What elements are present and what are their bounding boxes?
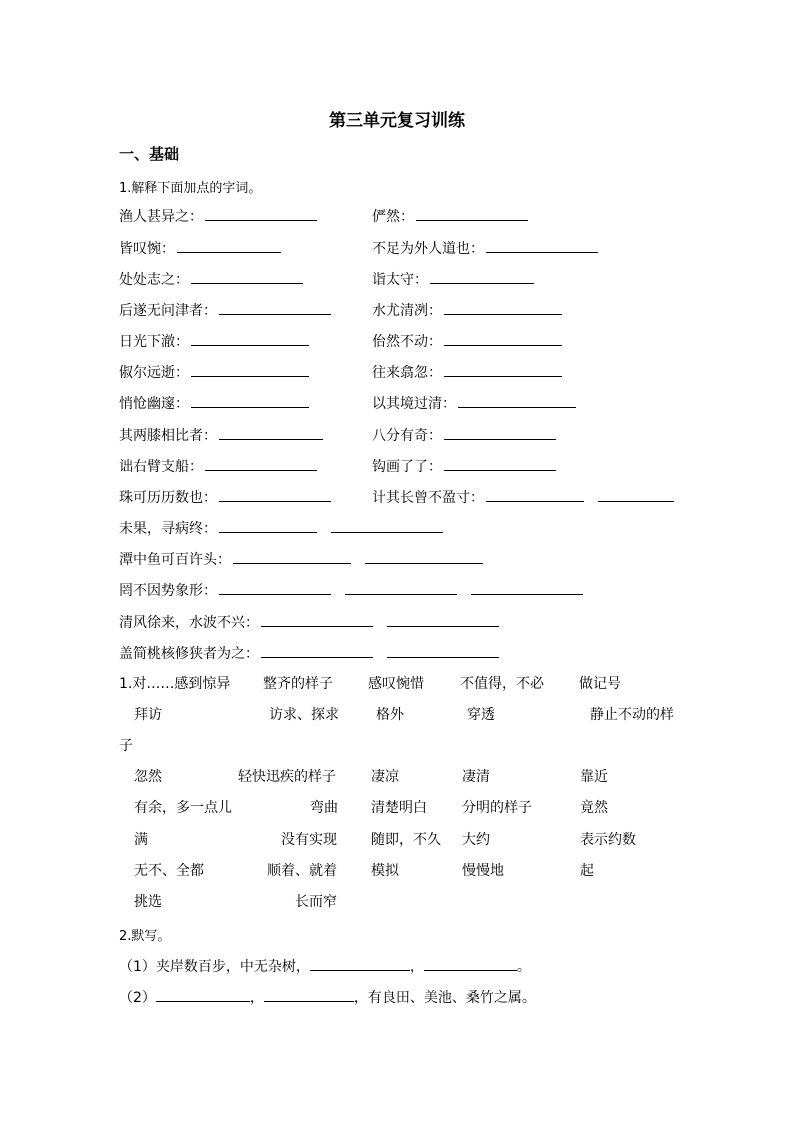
answer-blank[interactable] xyxy=(219,517,317,533)
dictation-2-prefix: （2） xyxy=(119,990,156,1006)
vocab-prompt: 不足为外人道也： xyxy=(372,241,484,257)
dictation-blank[interactable] xyxy=(310,955,410,971)
answer-key-item: 不值得，不必 xyxy=(460,676,544,692)
answer-key-item: 凄清 xyxy=(462,769,490,785)
answer-key-item: 1.对……感到惊异 xyxy=(119,676,231,692)
vocab-prompt: 诣太守： xyxy=(372,272,428,288)
dictation-1-end: 。 xyxy=(516,959,531,975)
vocab-item xyxy=(119,392,309,415)
vocab-prompt: 诎右臂支船： xyxy=(119,459,203,475)
answer-key-item: 慢慢地 xyxy=(462,863,504,879)
answer-key-item: 起 xyxy=(580,863,594,879)
answer-blank[interactable] xyxy=(233,548,351,564)
answer-blank[interactable] xyxy=(191,330,309,346)
answer-key-item: 长而窄 xyxy=(295,894,337,910)
answer-blank[interactable] xyxy=(191,268,303,284)
dictation-line-1 xyxy=(119,955,531,978)
vocab-item xyxy=(119,517,443,540)
vocab-item xyxy=(372,330,562,353)
answer-key-item: 忽然 xyxy=(134,769,162,785)
answer-blank[interactable] xyxy=(205,205,317,221)
answer-blank[interactable] xyxy=(365,548,483,564)
answer-key-item: 轻快迅疾的样子 xyxy=(238,769,336,785)
answer-key-item: 表示约数 xyxy=(580,832,636,848)
answer-key-item: 挑选 xyxy=(134,894,162,910)
answer-key-item: 清楚明白 xyxy=(371,800,427,816)
answer-blank[interactable] xyxy=(219,486,331,502)
dictation-line-2 xyxy=(119,986,536,1009)
answer-blank[interactable] xyxy=(219,579,331,595)
vocab-item xyxy=(119,330,309,353)
vocab-prompt: 日光下澈： xyxy=(119,334,189,350)
answer-blank[interactable] xyxy=(261,611,373,627)
vocab-prompt: 以其境过清： xyxy=(372,396,456,412)
answer-key-item: 满 xyxy=(134,832,148,848)
vocab-prompt: 珠可历历数也： xyxy=(119,490,217,506)
vocab-item xyxy=(372,424,556,447)
answer-key-item: 穿透 xyxy=(467,707,495,723)
answer-key-item: 子 xyxy=(119,738,133,754)
answer-blank[interactable] xyxy=(331,517,443,533)
answer-key-item: 感叹惋惜 xyxy=(368,676,424,692)
answer-blank[interactable] xyxy=(444,455,556,471)
answer-blank[interactable] xyxy=(430,268,534,284)
vocab-prompt: 罔不因势象形： xyxy=(119,583,217,599)
vocab-item xyxy=(119,579,583,602)
vocab-item xyxy=(119,268,303,291)
vocab-prompt: 计其长曾不盈寸： xyxy=(372,490,484,506)
answer-key-item: 模拟 xyxy=(371,863,399,879)
vocab-prompt: 未果，寻病终： xyxy=(119,521,217,537)
answer-key-item: 分明的样子 xyxy=(462,800,532,816)
answer-blank[interactable] xyxy=(444,299,562,315)
vocab-item xyxy=(119,642,499,665)
vocab-prompt: 皆叹惋： xyxy=(119,241,175,257)
vocab-prompt: 佁然不动： xyxy=(372,334,442,350)
answer-key-item: 有余，多一点儿 xyxy=(134,800,232,816)
answer-blank[interactable] xyxy=(219,424,323,440)
answer-blank[interactable] xyxy=(444,330,562,346)
vocab-item xyxy=(372,299,562,322)
answer-key-item: 没有实现 xyxy=(281,832,337,848)
answer-blank[interactable] xyxy=(345,579,457,595)
answer-key-item: 拜访 xyxy=(134,707,162,723)
vocab-prompt: 渔人甚异之： xyxy=(119,209,203,225)
question-2-instruction: 2.默写。 xyxy=(119,929,171,944)
vocab-prompt: 盖简桃核修狭者为之： xyxy=(119,646,259,662)
vocab-item xyxy=(372,361,562,384)
dictation-2-end: ，有良田、美池、桑竹之属。 xyxy=(353,990,536,1006)
dictation-1-separator: ， xyxy=(409,959,424,975)
answer-key-item: 凄凉 xyxy=(371,769,399,785)
dictation-blank[interactable] xyxy=(264,986,354,1002)
answer-blank[interactable] xyxy=(205,455,317,471)
answer-blank[interactable] xyxy=(219,299,331,315)
answer-key-item: 顺着、就着 xyxy=(267,863,337,879)
answer-blank[interactable] xyxy=(458,392,576,408)
vocab-item xyxy=(119,299,331,322)
answer-blank[interactable] xyxy=(387,611,499,627)
vocab-prompt: 清风徐来，水波不兴： xyxy=(119,615,259,631)
answer-blank[interactable] xyxy=(177,237,281,253)
vocab-prompt: 钩画了了： xyxy=(372,459,442,475)
answer-key-item: 无不、全都 xyxy=(134,863,204,879)
vocab-item xyxy=(372,205,528,228)
vocab-prompt: 俨然： xyxy=(372,209,414,225)
vocab-item xyxy=(119,237,281,260)
answer-key-item: 做记号 xyxy=(579,676,621,692)
vocab-item xyxy=(119,611,499,634)
section-heading-basics: 一、基础 xyxy=(119,145,180,163)
dictation-2-separator: ， xyxy=(249,990,264,1006)
answer-blank[interactable] xyxy=(486,237,598,253)
vocab-item xyxy=(119,361,309,384)
vocab-item xyxy=(372,486,674,509)
page-title: 第三单元复习训练 xyxy=(329,111,465,131)
answer-key-item: 弯曲 xyxy=(310,800,338,816)
answer-key-item: 随即，不久 xyxy=(371,832,441,848)
answer-key-item: 竟然 xyxy=(580,800,608,816)
dictation-blank[interactable] xyxy=(424,955,517,971)
answer-blank[interactable] xyxy=(598,486,674,502)
answer-blank[interactable] xyxy=(444,361,562,377)
vocab-item xyxy=(119,205,317,228)
dictation-blank[interactable] xyxy=(156,986,250,1002)
vocab-item xyxy=(372,237,598,260)
answer-key-item: 访求、探求 xyxy=(269,707,339,723)
answer-key-item: 格外 xyxy=(376,707,404,723)
vocab-prompt: 水尤清冽： xyxy=(372,303,442,319)
vocab-prompt: 后遂无问津者： xyxy=(119,303,217,319)
vocab-item xyxy=(119,548,483,571)
answer-key-item: 大约 xyxy=(462,832,490,848)
vocab-item xyxy=(372,268,534,291)
vocab-prompt: 俶尔远逝： xyxy=(119,365,189,381)
vocab-item xyxy=(372,455,556,478)
answer-blank[interactable] xyxy=(416,205,528,221)
vocab-prompt: 往来翕忽： xyxy=(372,365,442,381)
answer-blank[interactable] xyxy=(191,361,309,377)
vocab-prompt: 其两膝相比者： xyxy=(119,428,217,444)
vocab-prompt: 悄怆幽邃： xyxy=(119,396,189,412)
vocab-prompt: 八分有奇： xyxy=(372,428,442,444)
vocab-item xyxy=(119,455,317,478)
vocab-prompt: 潭中鱼可百许头： xyxy=(119,552,231,568)
vocab-prompt: 处处志之： xyxy=(119,272,189,288)
dictation-1-prefix: （1）夹岸数百步，中无杂树， xyxy=(119,959,310,975)
answer-blank[interactable] xyxy=(387,642,499,658)
answer-key-item: 整齐的样子 xyxy=(263,676,333,692)
answer-blank[interactable] xyxy=(261,642,373,658)
answer-blank[interactable] xyxy=(486,486,584,502)
vocab-item xyxy=(372,392,576,415)
answer-key-item: 静止不动的样 xyxy=(590,707,674,723)
answer-blank[interactable] xyxy=(444,424,556,440)
vocab-item xyxy=(119,486,331,509)
answer-key-item: 靠近 xyxy=(580,769,608,785)
answer-blank[interactable] xyxy=(471,579,583,595)
question-1-instruction: 1.解释下面加点的字词。 xyxy=(119,181,262,196)
vocab-item xyxy=(119,424,323,447)
answer-blank[interactable] xyxy=(191,392,309,408)
